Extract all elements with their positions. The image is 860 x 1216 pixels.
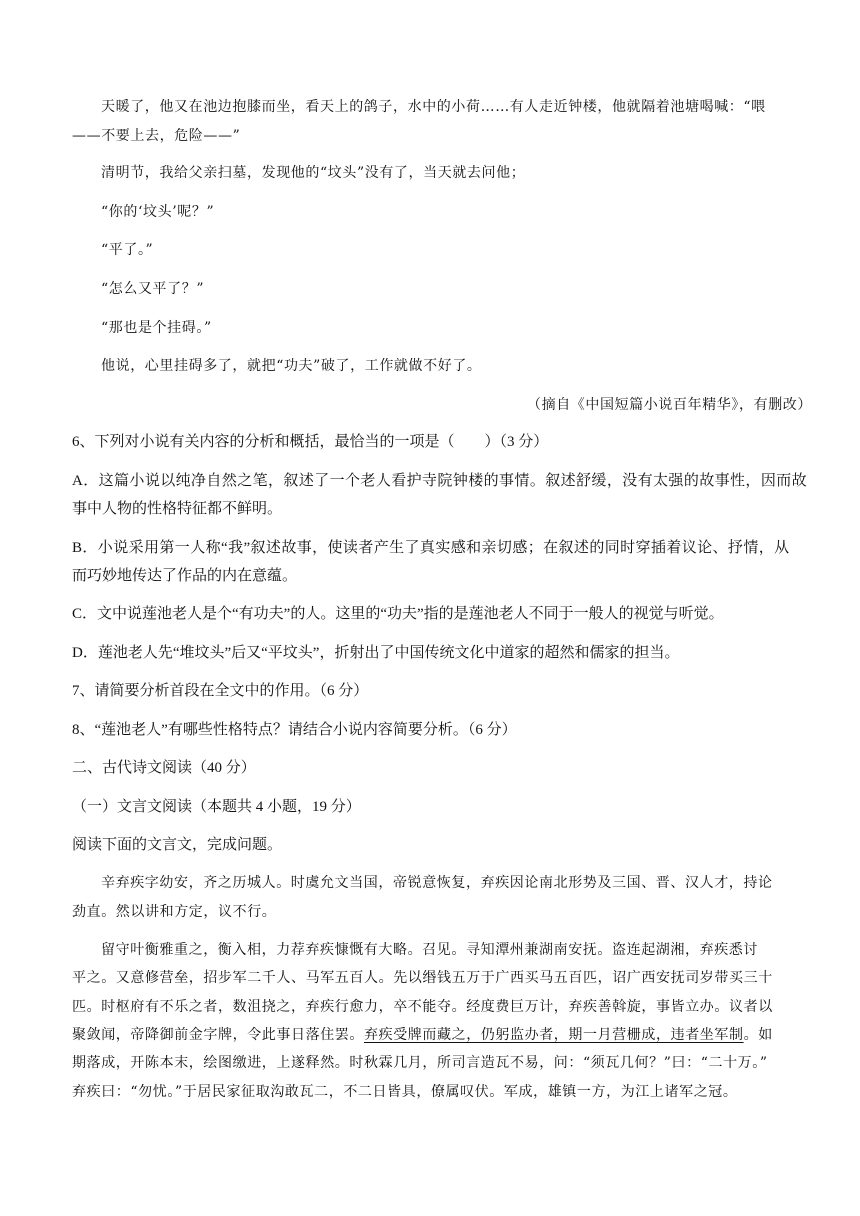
question-6-option-b-line-2: 而巧妙地传达了作品的内在意蕴。 (72, 568, 298, 584)
question-6-option-b-line-1: B．小说采用第一人称“我”叙述故事，使读者产生了真实感和亲切感；在叙述的同时穿插着议论、抒情，从 (72, 540, 790, 556)
question-7: 7、请简要分析首段在全文中的作用。（6 分） (72, 683, 369, 699)
story-dialogue-2: “平了。” (101, 242, 154, 258)
classical-paragraph-1-line-1: 辛弃疾字幼安，齐之历城人。时虞允文当国，帝锐意恢复，弃疾因论南北形势及三国、晋、汉人才，持论 (101, 875, 773, 891)
question-6: 6、下列对小说有关内容的分析和概括，最恰当的一项是（ ）（3 分） (72, 434, 549, 450)
classical-paragraph-2-line-4 (72, 1025, 792, 1045)
question-6-option-d: D．莲池老人先“堆坟头”后又“平坟头”，折射出了中国传统文化中道家的超然和儒家的担当。 (72, 645, 680, 661)
story-dialogue-3: “怎么又平了？” (101, 281, 205, 297)
classical-paragraph-2-line-1: 留守叶衡雅重之，衡入相，力荐弃疾慷慨有大略。召见。寻知潭州兼湖南安抚。盗连起湖湘，弃疾悉讨 (101, 942, 758, 958)
story-source-citation: （摘自《中国短篇小说百年精华》，有删改） (527, 397, 812, 413)
classical-paragraph-2-line-5: 期落成，开陈本末，绘图缴进，上遂释然。时秋霖几月，所司言造瓦不易，问：“须瓦几何？”曰：“二十万。” (72, 1055, 768, 1071)
classical-line-4-end: 。如 (743, 1027, 773, 1043)
story-paragraph-1-line-1: 天暖了，他又在池边抱膝而坐，看天上的鸽子，水中的小荷……有人走近钟楼，他就隔着池塘喝喊：“喂 (101, 99, 766, 115)
question-6-option-a-line-1: A．这篇小说以纯净自然之笔，叙述了一个老人看护寺院钟楼的事情。叙述舒缓，没有太强的故事性，因而故 (72, 473, 808, 489)
underlined-sentence: 弃疾受牌而藏之，仍躬监办者，期一月营栅成，违者坐军制 (364, 1027, 744, 1043)
story-paragraph-2: 清明节，我给父亲扫墓，发现他的“坟头”没有了，当天就去问他； (101, 165, 526, 181)
question-8: 8、“莲池老人”有哪些性格特点？请结合小说内容简要分析。（6 分） (72, 722, 517, 738)
story-dialogue-1: “你的‘坟头’呢？” (101, 204, 215, 220)
classical-paragraph-2-line-6: 弃疾曰：“勿忧。”于居民家征取沟敢瓦二，不二日皆具，僚属叹伏。军成，雄镇一方，为江上诸军之冠。 (72, 1084, 738, 1100)
question-6-option-c: C．文中说莲池老人是个“有功夫”的人。这里的“功夫”指的是莲池老人不同于一般人的视觉与听觉。 (72, 606, 724, 622)
classical-paragraph-2-line-2: 平之。又意修营垒，招步军二千人、马军五百人。先以缗钱五万于广西买马五百匹，诏广西安抚司岁带买三十 (72, 970, 773, 986)
story-paragraph-7: 他说，心里挂碍多了，就把“功夫”破了，工作就做不好了。 (101, 358, 482, 374)
section-2-subheading: （一）文言文阅读（本题共 4 小题，19 分） (72, 799, 361, 815)
story-paragraph-1-line-2: ——不要上去，危险——” (72, 128, 241, 144)
classical-paragraph-1-line-2: 劲直。然以讲和方定，议不行。 (72, 904, 277, 920)
question-6-option-a-line-2: 事中人物的性格特征都不鲜明。 (72, 501, 283, 517)
classical-paragraph-2-line-3: 匹。时枢府有不乐之者，数沮挠之，弃疾行愈力，卒不能夺。经度费巨万计，弃疾善斡旋，事皆立办。议者以 (72, 999, 773, 1015)
story-dialogue-4: “那也是个挂碍。” (101, 320, 212, 336)
section-2-instruction: 阅读下面的文言文，完成问题。 (72, 837, 283, 853)
classical-line-4-start: 聚敛闻，帝降御前金字牌，令此事日落住罢。 (72, 1027, 364, 1043)
section-2-heading: 二、古代诗文阅读（40 分） (72, 760, 256, 776)
